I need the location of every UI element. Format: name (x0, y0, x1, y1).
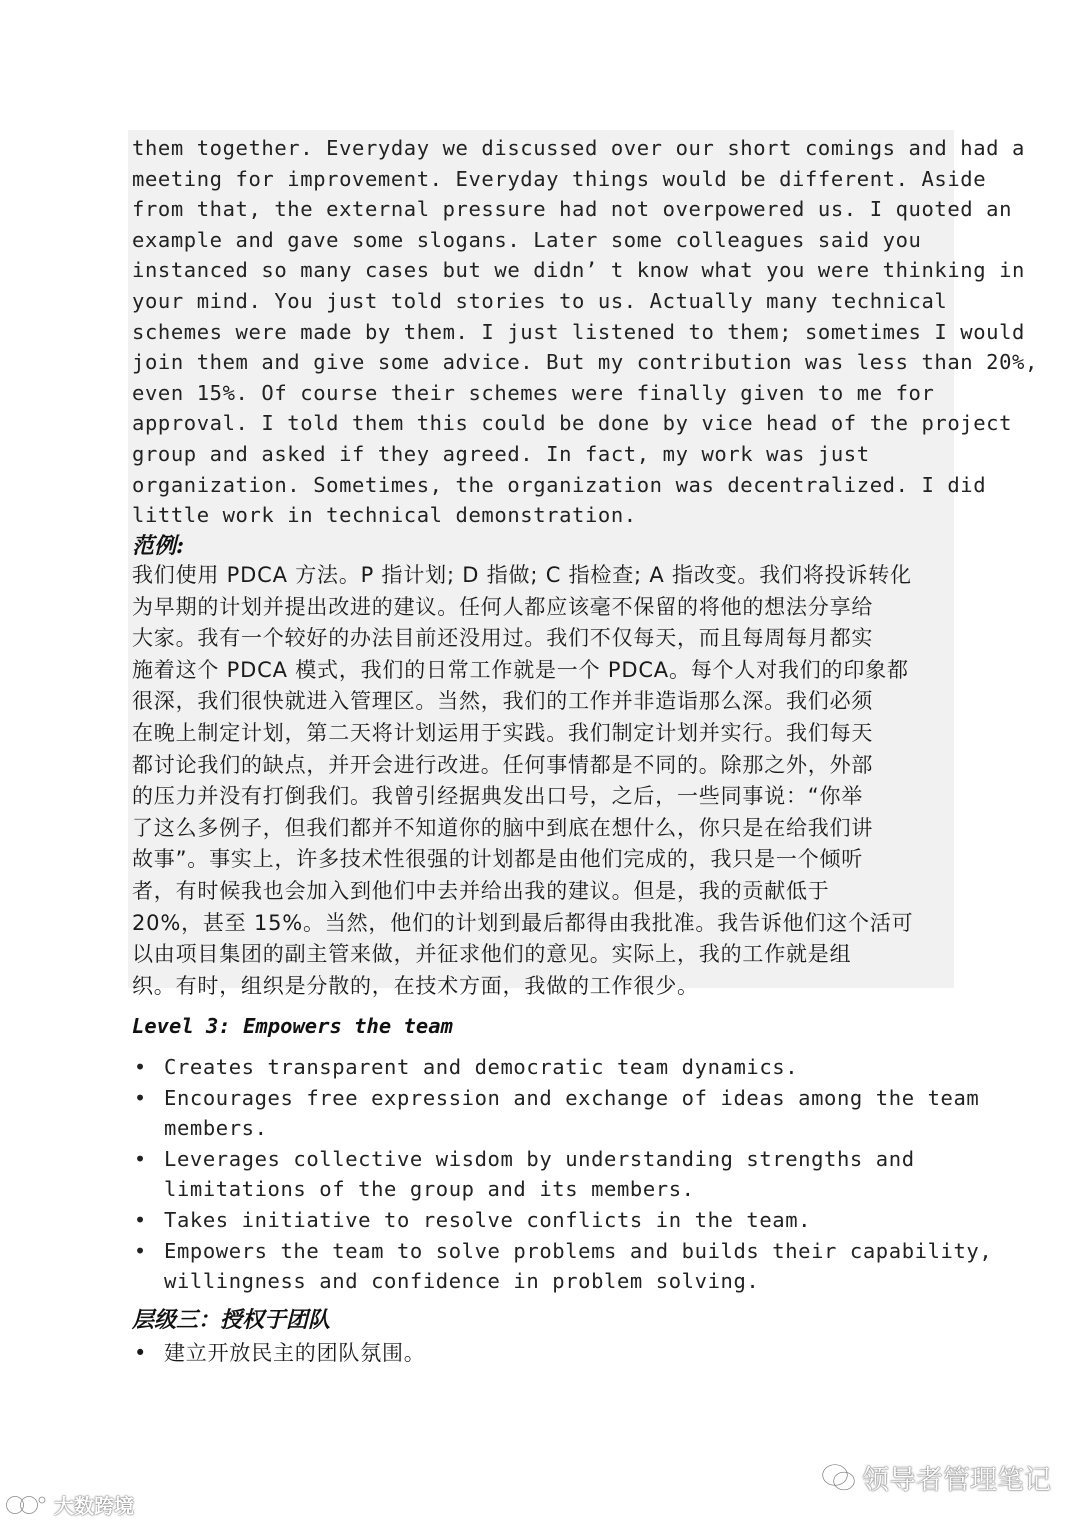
bullet-icon: • (134, 1055, 147, 1079)
paragraph-line: 以由项目集团的副主管来做，并征求他们的意见。实际上，我的工作就是组 (132, 942, 852, 967)
list-item (132, 1205, 952, 1236)
list-item (132, 1338, 426, 1369)
paragraph-line: 20%，甚至 15%。当然，他们的计划到最后都得由我批准。我告诉他们这个活可 (132, 910, 914, 935)
list-item-line: Creates transparent and democratic team dynamics. (164, 1055, 799, 1079)
watermark-left (6, 1490, 134, 1519)
paragraph-line: little work in technical demonstration. (132, 503, 637, 528)
paragraph-line: them together. Everyday we discussed over our short comings and had a (132, 136, 1026, 160)
watermark-right-text: 领导者管理笔记 (862, 1465, 1051, 1496)
paragraph-line: 在晚上制定计划，第二天将计划运用于实践。我们制定计划并实行。我们每天 (132, 720, 874, 745)
bullet-icon: • (134, 1146, 147, 1171)
watermark-left-text: 大数跨境 (54, 1494, 134, 1518)
level-3-bullet-list (132, 1052, 993, 1297)
bullet-icon: • (134, 1341, 148, 1365)
paragraph-line: 故事”。事实上，许多技术性很强的计划都是由他们完成的，我只是一个倾听 (132, 847, 864, 872)
paragraph-line: meeting for improvement. Everyday things would be different. Aside (132, 166, 987, 191)
paragraph-line: group and asked if they agreed. In fact, my work was just (132, 441, 870, 466)
list-item-line: Encourages free expression and exchange of ideas among the team (164, 1085, 980, 1110)
paragraph-line: instanced so many cases but we didn’ t know what you were thinking in (132, 258, 1026, 283)
paragraph-line: approval. I told them this could be done by vice head of the project (132, 411, 1013, 436)
paragraph-line: 为早期的计划并提出改进的建议。任何人都应该毫不保留的将他的想法分享给 (132, 594, 874, 619)
paragraph-line: organization. Sometimes, the organization was decentralized. I did (132, 472, 987, 497)
bullet-icon: • (134, 1207, 147, 1232)
paragraph-line: 织。有时，组织是分散的，在技术方面，我做的工作很少。 (132, 973, 699, 998)
list-item-text: 建立开放民主的团队氛围。 (164, 1341, 426, 1365)
paragraph-line: 我们使用 PDCA 方法。P 指计划; D 指做; C 指检查; A 指改变。我们将投诉转化 (132, 563, 912, 587)
level-3-heading: Level 3: Empowers the team (132, 1014, 453, 1038)
paragraph-line: your mind. You just told stories to us. Actually many technical (132, 288, 948, 313)
paragraph-line: 大家。我有一个较好的办法目前还没用过。我们不仅每天，而且每周每月都实 (132, 626, 874, 651)
paragraph-line: even 15%. Of course their schemes were finally given to me for (132, 380, 935, 405)
list-item-line: Leverages collective wisdom by understanding strengths and (164, 1146, 915, 1171)
list-item-line: Empowers the team to solve problems and builds their capability, (164, 1238, 993, 1263)
english-example-paragraph (132, 133, 1038, 531)
list-item (132, 1083, 980, 1144)
level-3-chinese-bullet-list (132, 1338, 426, 1369)
list-item-line: members. (164, 1116, 268, 1141)
paragraph-line: schemes were made by them. I just listened to them; sometimes I would (132, 319, 1026, 344)
paragraph-line: 施着这个 PDCA 模式，我们的日常工作就是一个 PDCA。每个人对我们的印象都 (132, 657, 909, 682)
paragraph-line: join them and give some advice. But my contribution was less than 20%, (132, 350, 1038, 375)
list-item-line: Takes initiative to resolve conflicts in the team. (164, 1207, 812, 1232)
bullet-icon: • (134, 1238, 147, 1263)
level-3-chinese-heading: 层级三：授权于团队 (132, 1307, 331, 1333)
paragraph-line: 的压力并没有打倒我们。我曾引经据典发出口号，之后，一些同事说：“你举 (132, 784, 864, 809)
paragraph-line: from that, the external pressure had not overpowered us. I quoted an (132, 197, 1013, 222)
paragraph-line: 了这么多例子，但我们都并不知道你的脑中到底在想什么，你只是在给我们讲 (132, 815, 874, 840)
list-item (132, 1052, 952, 1083)
watermark-logo-icon (6, 1492, 50, 1518)
list-item-line: limitations of the group and its members. (164, 1177, 695, 1202)
list-item (132, 1144, 952, 1205)
wechat-icon (822, 1463, 856, 1493)
list-item (132, 1236, 993, 1297)
list-item-line: willingness and confidence in problem solving. (164, 1269, 760, 1294)
example-heading: 范例: (132, 533, 185, 559)
bullet-icon: • (134, 1085, 147, 1110)
paragraph-line: 都讨论我们的缺点，并开会进行改进。任何事情都是不同的。除那之外，外部 (132, 752, 874, 777)
watermark-right (822, 1458, 1051, 1497)
chinese-example-paragraph (132, 560, 952, 1002)
paragraph-line: 者，有时候我也会加入到他们中去并给出我的建议。但是，我的贡献低于 (132, 878, 830, 903)
paragraph-line: example and gave some slogans. Later some colleagues said you (132, 227, 922, 252)
paragraph-line: 很深，我们很快就进入管理区。当然，我们的工作并非造诣那么深。我们必须 (132, 689, 874, 714)
